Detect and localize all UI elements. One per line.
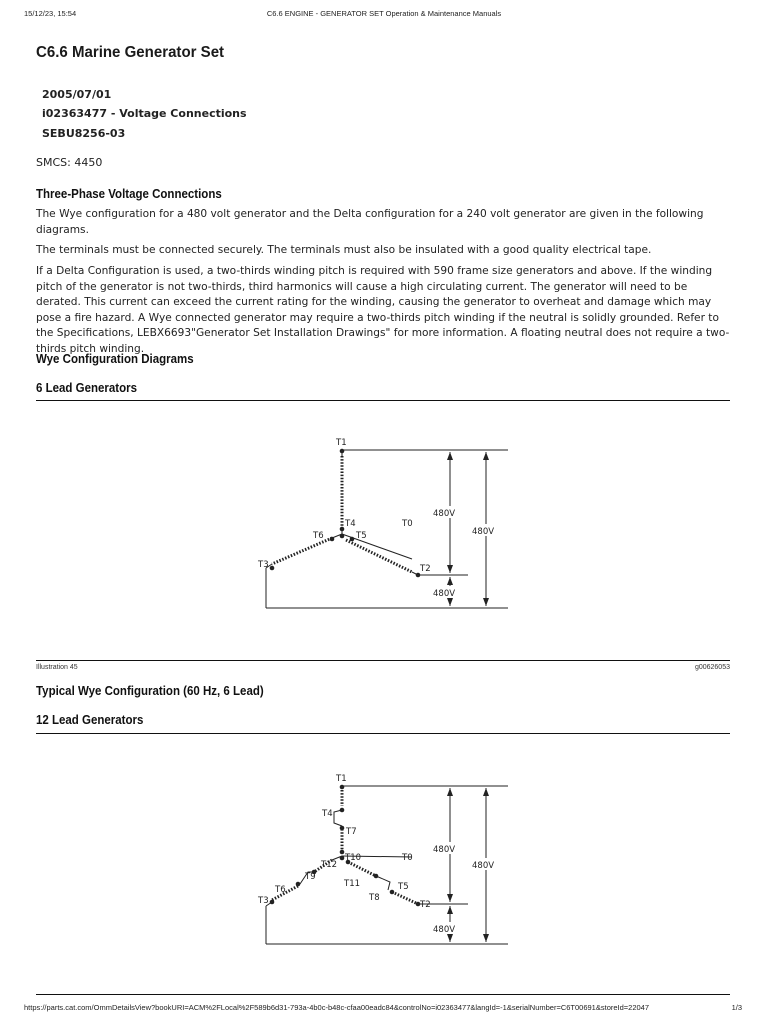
wye-heading: Wye Configuration Diagrams <box>36 352 194 366</box>
smcs-code: SMCS: 4450 <box>36 156 103 169</box>
label-t3: T3 <box>258 896 269 906</box>
winding-t3 <box>272 538 332 564</box>
terminal-t10 <box>340 850 345 855</box>
label-t8: T8 <box>369 893 380 903</box>
label-t5: T5 <box>356 531 367 541</box>
label-t12: T12 <box>321 860 338 870</box>
label-t0: T0 <box>402 853 413 863</box>
section-heading: Three-Phase Voltage Connections <box>36 187 222 201</box>
winding-t2 <box>346 540 412 572</box>
paragraph-delta-warning: If a Delta Configuration is used, a two-thirds winding pitch is required with 590 frame size generators and above. If the winding pitch of the generator is not two-thirds, third harmonics will cause a high circulating current. The generator will need to be derated. This current can exceed the current rating for the winding, causing the generator to overheat and damage which may pose a fire hazard. A Wye connected generator may require a two-thirds pitch winding if the neutral is solidly grounded. Refer to the Specifications, LEBX6693"Generator Set Installation Drawings" for more information. A floating neutral does not require a two-thirds pitch winding. <box>36 265 730 355</box>
terminal-t12 <box>340 856 345 861</box>
label-t3: T3 <box>258 560 269 570</box>
illustration-number: Illustration 45 <box>36 664 78 671</box>
label-t1: T1 <box>336 774 347 784</box>
illustration-info <box>36 664 730 671</box>
paragraph-terminals: The terminals must be connected securely. The terminals must also be insulated with a good quality electrical tape. <box>36 244 652 256</box>
label-voltage-upper: 480V <box>433 845 456 855</box>
doc-id: i02363477 - Voltage Connections <box>42 107 247 120</box>
label-t11: T11 <box>344 879 361 889</box>
label-voltage-total: 480V <box>472 527 495 537</box>
print-url[interactable]: https://parts.cat.com/OmmDetailsView?bookURI=ACM%2FLocal%2F589b6d31-793a-4b0c-b48c-cfaa00eadc84&controlNo=i02363477&langId=-1&serialNumber=C6T00691&storeId=22047 <box>24 1003 650 1012</box>
terminal-t1 <box>340 449 345 454</box>
label-t6: T6 <box>313 531 324 541</box>
terminal-t4 <box>340 527 345 532</box>
twelve-lead-heading: 12 Lead Generators <box>36 713 144 727</box>
terminal-t1 <box>340 785 345 790</box>
label-t9: T9 <box>305 872 316 882</box>
page-number: 1/3 <box>731 1003 742 1012</box>
terminal-t5 <box>350 537 355 542</box>
terminal-t6 <box>330 537 335 542</box>
graphic-id: g00626053 <box>694 664 730 671</box>
terminal-t6 <box>296 882 301 887</box>
paragraph-intro: The Wye configuration for a 480 volt generator and the Delta configuration for a 240 volt generator are given in the following diagrams. <box>36 208 704 236</box>
winding-t5-t2 <box>392 892 418 904</box>
label-voltage-total: 480V <box>472 861 495 871</box>
label-t0: T0 <box>402 519 413 529</box>
label-voltage-lower: 480V <box>433 925 456 935</box>
figure-caption: Typical Wye Configuration (60 Hz, 6 Lead) <box>36 684 264 698</box>
doc-date: 2005/07/01 <box>42 88 112 101</box>
label-t5: T5 <box>398 882 409 892</box>
print-datetime: 15/12/23, 15:54 <box>24 9 77 18</box>
label-t2: T2 <box>420 900 431 910</box>
terminal-t8 <box>374 874 379 879</box>
six-lead-wye-diagram <box>36 432 730 612</box>
label-t6: T6 <box>275 885 286 895</box>
terminal-t4 <box>340 808 345 813</box>
divider <box>36 400 730 401</box>
label-t2: T2 <box>420 564 431 574</box>
divider <box>36 660 730 661</box>
twelve-lead-wye-diagram <box>36 768 730 948</box>
print-doc-title: C6.6 ENGINE - GENERATOR SET Operation & Maintenance Manuals <box>266 9 502 18</box>
divider <box>36 994 730 995</box>
label-t1: T1 <box>336 438 347 448</box>
divider <box>36 733 730 734</box>
label-t7: T7 <box>346 827 357 837</box>
terminal-t3 <box>270 566 275 571</box>
label-voltage-lower: 480V <box>433 589 456 599</box>
label-voltage-upper: 480V <box>433 509 456 519</box>
publication-number: SEBU8256-03 <box>42 127 126 140</box>
label-t4: T4 <box>345 519 356 529</box>
label-t10: T10 <box>345 853 362 863</box>
terminal-t5 <box>390 890 395 895</box>
terminal-t7 <box>340 826 345 831</box>
page-title: C6.6 Marine Generator Set <box>36 44 225 61</box>
winding-t11-t8 <box>348 862 376 876</box>
terminal-neutral <box>340 534 345 539</box>
terminal-t3 <box>270 900 275 905</box>
six-lead-heading: 6 Lead Generators <box>36 381 137 395</box>
label-t4: T4 <box>322 809 333 819</box>
